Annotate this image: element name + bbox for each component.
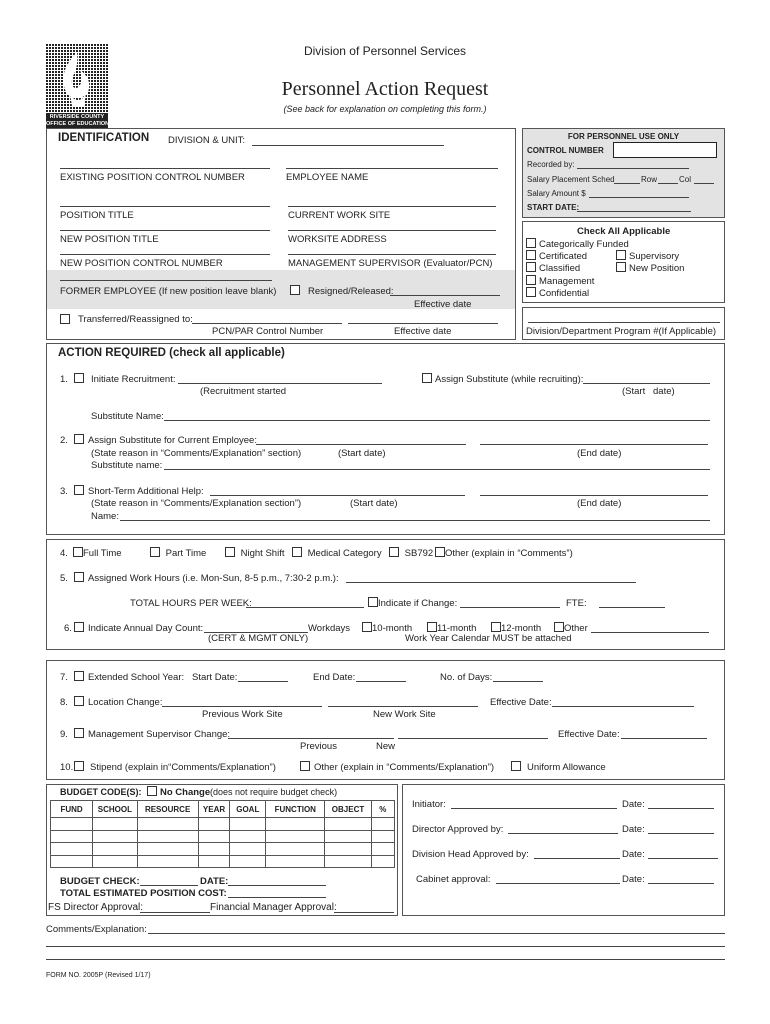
mgmt-change-label: Management Supervisor Change: (88, 729, 231, 740)
salary-amount-field[interactable] (589, 197, 689, 198)
item-6-number: 6. (64, 623, 72, 634)
prev-site-label: Previous Work Site (202, 709, 283, 720)
confidential-checkbox[interactable] (526, 287, 589, 299)
annual-day-label: Indicate Annual Day Count: (88, 623, 204, 634)
assigned-hours-checkbox[interactable] (74, 572, 87, 584)
salary-sched-label: Salary Placement Sched (527, 175, 615, 184)
sb792-label: SB792 (404, 548, 434, 559)
division-head-date-label: Date: (622, 849, 645, 860)
uniform-checkbox[interactable] (511, 761, 524, 773)
state-reason-label: (State reason in “Comments/Explanation” section) (91, 448, 302, 459)
worksite-address-label: WORKSITE ADDRESS (288, 234, 387, 245)
cabinet-date-field[interactable] (648, 883, 714, 884)
total-cost-field[interactable] (228, 897, 326, 898)
no-days-label: No. of Days: (440, 672, 493, 683)
certificated-checkbox[interactable] (526, 250, 587, 262)
assigned-hours-label: Assigned Work Hours (i.e. Mon-Sun, 8-5 p.m., 7:30-2 p.m.): (88, 573, 339, 584)
mgmt-effective-field[interactable] (621, 738, 707, 739)
initiate-recruitment-checkbox[interactable] (74, 373, 87, 385)
mgmt-supervisor-field[interactable] (288, 254, 496, 255)
indicate-change-checkbox[interactable] (368, 597, 457, 609)
comments-line-3[interactable] (46, 959, 725, 960)
start-date-label: START DATE: (527, 203, 580, 212)
initiator-date-label: Date: (622, 799, 645, 810)
table-row[interactable] (51, 818, 395, 831)
new-label: New (376, 741, 396, 752)
budget-check-field[interactable] (140, 885, 198, 886)
assign-current-start-field[interactable] (256, 444, 466, 445)
indicate-change-field[interactable] (460, 607, 560, 608)
assign-current-checkbox[interactable] (74, 434, 87, 446)
initiate-recruitment-label: Initiate Recruitment: (91, 374, 176, 385)
total-hours-label: TOTAL HOURS PER WEEK: (130, 598, 252, 609)
assign-current-end-label: (End date) (577, 448, 622, 459)
prev-site-field[interactable] (162, 706, 322, 707)
item-8-number: 8. (60, 697, 68, 708)
comments-line-2[interactable] (46, 946, 725, 947)
initiator-label: Initiator: (412, 799, 446, 810)
school-header: SCHOOL (93, 801, 137, 818)
current-site-label: CURRENT WORK SITE (288, 210, 391, 221)
other-exp-label: Other (explain in “Comments/Explanation”) (314, 762, 495, 773)
short-term-label: Short-Term Additional Help: (88, 486, 204, 497)
cert-mgmt-label: (CERT & MGMT ONLY) (208, 633, 309, 644)
function-header: FUNCTION (266, 801, 325, 818)
pcn-par-label: PCN/PAR Control Number (212, 326, 324, 337)
program-label: Division/Department Program #(If Applicable) (526, 326, 717, 337)
new-pcn-field[interactable] (60, 254, 270, 255)
no-change-checkbox[interactable] (147, 786, 160, 798)
fte-label: FTE: (566, 598, 587, 609)
director-field[interactable] (508, 833, 618, 834)
new-site-field[interactable] (328, 706, 478, 707)
mgmt-new-field[interactable] (398, 738, 548, 739)
control-number-label: CONTROL NUMBER (527, 146, 604, 155)
identification-heading: IDENTIFICATION (58, 132, 150, 144)
division-head-field[interactable] (534, 858, 620, 859)
existing-pcn-field[interactable] (60, 168, 270, 169)
no-days-field[interactable] (493, 681, 543, 682)
recruitment-started-label: (Recruitment started (200, 386, 287, 397)
cabinet-date-label: Date: (622, 874, 645, 885)
calendar-label: Work Year Calendar MUST be attached (405, 633, 572, 644)
existing-pcn-label: EXISTING POSITION CONTROL NUMBER (60, 172, 245, 183)
other-exp-checkbox[interactable] (300, 761, 313, 773)
categorically-label: Categorically Funded (539, 239, 629, 250)
mgmt-supervisor-label: MANAGEMENT SUPERVISOR (Evaluator/PCN) (288, 258, 493, 269)
no-change-label: No Change (160, 787, 211, 798)
page-title: Personnel Action Request (281, 78, 489, 100)
extended-end-field[interactable] (356, 681, 406, 682)
item-3-number: 3. (60, 486, 68, 497)
total-hours-field[interactable] (246, 607, 364, 608)
new-position-title-label: NEW POSITION TITLE (60, 234, 159, 245)
row-label: Row (641, 175, 658, 184)
annual-day-checkbox[interactable] (74, 622, 87, 634)
indicate-change-label: Indicate if Change: (378, 598, 458, 609)
transferred-checkbox[interactable] (60, 314, 73, 326)
position-title-field[interactable] (60, 206, 270, 207)
percent-header: % (371, 801, 394, 818)
short-term-end-field[interactable] (480, 495, 708, 496)
division-title: Division of Personnel Services (303, 44, 467, 58)
table-row[interactable] (51, 855, 395, 868)
sub-name-field[interactable] (164, 420, 710, 421)
other-month-label: Other (564, 623, 588, 634)
row-field[interactable] (658, 183, 678, 184)
table-row[interactable] (51, 830, 395, 843)
resigned-label: Resigned/Released: (308, 286, 394, 297)
sub-name-label: Substitute Name: (91, 411, 164, 422)
new-pcn-label: NEW POSITION CONTROL NUMBER (60, 258, 223, 269)
pcn-par-field[interactable] (192, 323, 342, 324)
division-unit-label: DIVISION & UNIT: (168, 135, 246, 146)
new-position-checkbox[interactable] (616, 262, 684, 274)
salary-sched-field[interactable] (614, 183, 640, 184)
location-effective-label: Effective Date: (490, 697, 552, 708)
resigned-effective-label: Effective date (414, 299, 472, 310)
employee-name-label: EMPLOYEE NAME (286, 172, 369, 183)
new-position-label: New Position (629, 263, 685, 274)
mgmt-change-checkbox[interactable] (74, 728, 87, 740)
supervisory-label: Supervisory (629, 251, 680, 262)
item-1-number: 1. (60, 374, 68, 385)
short-term-start-label: (Start date) (350, 498, 398, 509)
classified-label: Classified (539, 263, 581, 274)
assign-sub-label: Assign Substitute (while recruiting): (435, 374, 584, 385)
mgmt-effective-label: Effective Date: (558, 729, 620, 740)
cabinet-label: Cabinet approval: (416, 874, 491, 885)
state-reason2-label: (State reason in “Comments/Explanation section”) (91, 498, 302, 509)
categorically-checkbox[interactable] (526, 238, 629, 250)
short-term-checkbox[interactable] (74, 485, 87, 497)
program-field[interactable] (528, 322, 720, 323)
sub-name2-field[interactable] (164, 469, 710, 470)
col-field[interactable] (694, 183, 714, 184)
other-month-field[interactable] (591, 632, 709, 633)
personnel-use-heading: FOR PERSONNEL USE ONLY (567, 132, 680, 141)
budget-check-label: BUDGET CHECK: (60, 876, 140, 887)
position-title-label: POSITION TITLE (60, 210, 134, 221)
assign-current-start-label: (Start date) (338, 448, 386, 459)
start-date-field[interactable] (577, 211, 691, 212)
management-label: Management (539, 276, 595, 287)
assign-sub-date-label: date) (653, 386, 675, 397)
eleven-month-label: 11-month (437, 623, 477, 634)
cabinet-field[interactable] (496, 883, 620, 884)
initiator-date-field[interactable] (648, 808, 714, 809)
management-checkbox[interactable] (526, 275, 594, 287)
part-time-label: Part Time (165, 548, 207, 559)
transferred-label: Transferred/Reassigned to: (78, 314, 193, 325)
medical-label: Medical Category (307, 548, 382, 559)
salary-amount-label: Salary Amount $ (527, 189, 586, 198)
director-label: Director Approved by: (412, 824, 504, 835)
control-number-field[interactable] (613, 142, 717, 158)
uniform-label: Uniform Allowance (527, 762, 606, 773)
budget-date-field[interactable] (228, 885, 326, 886)
fte-field[interactable] (599, 607, 665, 608)
budget-date-label: DATE: (200, 876, 229, 887)
recorded-by-label: Recorded by: (527, 160, 575, 169)
goal-header: GOAL (230, 801, 266, 818)
logo-line1: RIVERSIDE COUNTY (49, 114, 105, 120)
twelve-month-label: 12-month (501, 623, 542, 634)
resigned-checkbox[interactable] (290, 285, 303, 297)
former-employee-label: FORMER EMPLOYEE (If new position leave blank) (60, 286, 277, 297)
comments-label: Comments/Explanation: (46, 924, 147, 935)
supervisory-checkbox[interactable] (616, 250, 679, 262)
assign-current-label: Assign Substitute for Current Employee: (88, 435, 257, 446)
location-label: Location Change: (88, 697, 163, 708)
short-term-end-label: (End date) (577, 498, 622, 509)
form-number: FORM NO. 2005P (Revised 1/17) (46, 972, 151, 979)
extended-start-field[interactable] (238, 681, 288, 682)
night-shift-checkbox[interactable] (225, 547, 284, 559)
division-head-label: Division Head Approved by: (412, 849, 529, 860)
division-head-date-field[interactable] (648, 858, 718, 859)
name-label: Name: (91, 511, 119, 522)
item-2-number: 2. (60, 435, 68, 446)
object-header: OBJECT (325, 801, 371, 818)
item-7-number: 7. (60, 672, 68, 683)
recorded-by-field[interactable] (577, 168, 689, 169)
new-position-title-field[interactable] (60, 230, 270, 231)
certificated-label: Certificated (539, 251, 588, 262)
medical-checkbox[interactable] (292, 547, 382, 559)
sb792-checkbox[interactable] (389, 547, 433, 559)
applicable-heading: Check All Applicable (577, 226, 671, 237)
page-subtitle: (See back for explanation on completing this form.) (283, 104, 487, 114)
budget-table (50, 800, 395, 868)
other-time-label: Other (explain in “Comments”) (445, 548, 573, 559)
extended-start-label: Start Date: (192, 672, 238, 683)
director-date-field[interactable] (648, 833, 714, 834)
current-site-field[interactable] (288, 206, 496, 207)
budget-codes-label: BUDGET CODE(S): (60, 787, 142, 797)
total-cost-label: TOTAL ESTIMATED POSITION COST: (60, 888, 227, 899)
location-checkbox[interactable] (74, 696, 87, 708)
recruitment-date-field[interactable] (178, 383, 382, 384)
confidential-label: Confidential (539, 288, 590, 299)
extended-end-label: End Date: (313, 672, 356, 683)
table-row[interactable] (51, 843, 395, 856)
fund-header: FUND (51, 801, 93, 818)
ten-month-label: 10-month (372, 623, 413, 634)
assign-sub-checkbox[interactable] (422, 373, 435, 385)
stipend-label: Stipend (explain in“Comments/Explanation”) (90, 762, 276, 773)
assign-sub-start-label: (Start (622, 386, 646, 397)
director-date-label: Date: (622, 824, 645, 835)
initiator-field[interactable] (451, 808, 617, 809)
fin-manager-label: Financial Manager Approval: (210, 902, 337, 913)
other-time-checkbox[interactable] (435, 547, 573, 559)
transfer-date-field[interactable] (348, 323, 498, 324)
employee-name-field[interactable] (286, 168, 498, 169)
resigned-date-field[interactable] (390, 295, 500, 296)
name-field[interactable] (120, 520, 710, 521)
extended-checkbox[interactable] (74, 671, 87, 683)
year-header: YEAR (198, 801, 230, 818)
short-term-start-field[interactable] (210, 495, 465, 496)
division-unit-field[interactable] (252, 145, 444, 146)
new-site-label: New Work Site (373, 709, 436, 720)
extended-label: Extended School Year: (88, 672, 185, 683)
assign-sub-field[interactable] (583, 383, 710, 384)
stipend-checkbox[interactable] (74, 761, 87, 773)
item-9-number: 9. (60, 729, 68, 740)
part-time-checkbox[interactable] (150, 547, 206, 559)
full-time-label: Full Time (83, 548, 122, 559)
item-10-number: 10. (60, 762, 74, 773)
fs-director-label: FS Director Approval: (48, 902, 144, 913)
sub-name2-label: Substitute name: (91, 460, 163, 471)
former-employee-field[interactable] (60, 280, 272, 281)
mgmt-prev-field[interactable] (228, 738, 394, 739)
transfer-effective-label: Effective date (394, 326, 452, 337)
previous-label: Previous (300, 741, 337, 752)
not-require-label: (does not require budget check) (210, 787, 338, 797)
col-label: Col (679, 175, 692, 184)
comments-line-1[interactable] (148, 933, 725, 934)
logo-line2: OFFICE OF EDUCATION (46, 121, 110, 127)
assigned-hours-field[interactable] (346, 582, 636, 583)
classified-checkbox[interactable] (526, 262, 580, 274)
item-5-number: 5. (60, 573, 68, 584)
fs-director-field[interactable] (140, 912, 210, 913)
resource-header: RESOURCE (137, 801, 198, 818)
workdays-label: Workdays (308, 623, 351, 634)
worksite-address-field[interactable] (288, 230, 496, 231)
location-effective-field[interactable] (552, 706, 694, 707)
fin-manager-field[interactable] (334, 912, 394, 913)
full-time-checkbox[interactable] (73, 547, 122, 559)
action-heading: ACTION REQUIRED (check all applicable) (58, 347, 285, 359)
assign-current-end-field[interactable] (480, 444, 708, 445)
item-4-number: 4. (60, 548, 68, 559)
night-shift-label: Night Shift (240, 548, 285, 559)
